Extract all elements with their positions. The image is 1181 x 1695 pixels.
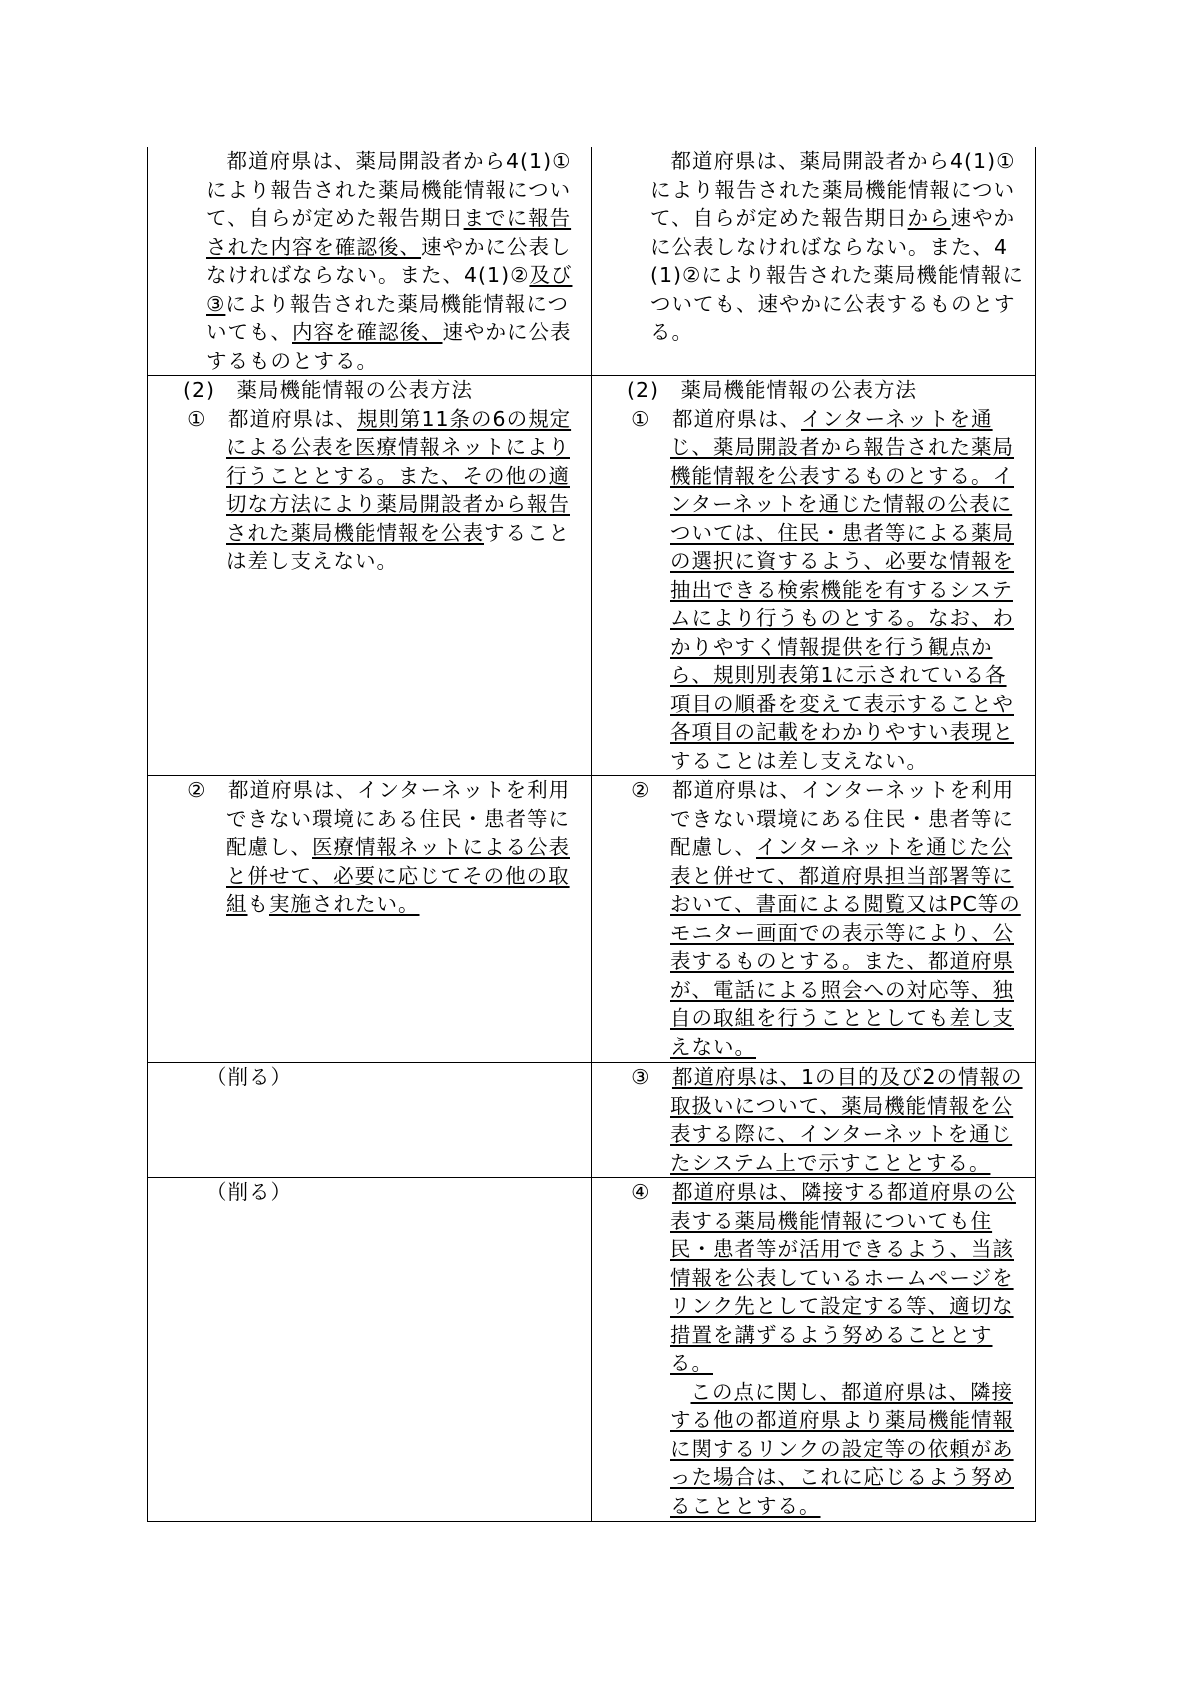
underlined-text: 規則第11条の6の規定による公表を医療情報ネットにより行うこととする。また、その他の適切な方法により薬局開設者から報告された薬局機能情報を公表 xyxy=(226,406,572,545)
underlined-text: 都道府県は、1の目的及び2の情報の取扱いについて、薬局機能情報を公表する際に、インターネットを通じたシステム上で示すこととする。 xyxy=(670,1065,1023,1175)
item-text xyxy=(650,778,1020,1059)
item-marker: ③ xyxy=(631,1065,651,1089)
item-marker: ① xyxy=(187,406,207,431)
section-heading: (2) 薬局機能情報の公表方法 xyxy=(183,378,474,402)
text-run: 都道府県は、インターネットを利用できない環境にある住民・患者等に配慮し、 xyxy=(650,778,1015,859)
right-cell xyxy=(592,1063,1036,1178)
list-item-continuation xyxy=(592,1378,1035,1521)
right-cell xyxy=(592,1178,1036,1522)
list-item xyxy=(148,405,591,576)
deleted-label: （削る） xyxy=(206,1180,292,1204)
item-marker: ④ xyxy=(631,1180,651,1204)
list-item xyxy=(592,1178,1035,1378)
deleted-label: （削る） xyxy=(206,1065,292,1089)
item-text xyxy=(206,407,571,574)
item-text xyxy=(650,1065,1022,1175)
text-run xyxy=(650,1065,672,1089)
left-cell xyxy=(148,147,592,376)
underlined-text: 医療情報ネットによる公表と併せて、必要に応じてその他の取組 xyxy=(226,835,570,916)
text-run: 速やかに公表しなければならない。また、4(1)②により報告された薬局機能情報についても、速やかに公表するものとする。 xyxy=(650,206,1024,344)
underlined-text: 実施されたい。 xyxy=(269,892,420,916)
text-run: も xyxy=(247,892,269,916)
left-paragraph xyxy=(148,147,591,375)
text-run: により報告された薬局機能情報についても、 xyxy=(206,291,569,344)
text-run: 都道府県は、 xyxy=(206,406,357,431)
underlined-text: までに報告された内容を確認後、 xyxy=(206,206,572,259)
underlined-text: 内容を確認後、 xyxy=(292,320,443,344)
table-row xyxy=(148,376,1036,776)
text-run: することは差し支えない。 xyxy=(670,748,928,773)
item-text xyxy=(206,778,570,916)
item-marker: ① xyxy=(631,406,651,431)
text-run: 都道府県は、インターネットを利用できない環境にある住民・患者等に配慮し、 xyxy=(206,778,571,859)
left-cell xyxy=(148,376,592,776)
table-row xyxy=(148,776,1036,1063)
left-cell xyxy=(148,1063,592,1178)
right-cell xyxy=(592,376,1036,776)
list-item xyxy=(148,776,591,919)
list-item xyxy=(592,1063,1035,1177)
list-item xyxy=(592,405,1035,776)
item-marker: ② xyxy=(187,778,207,802)
underlined-text: インターネットを通じ、薬局開設者から報告された薬局機能情報を公表するものとする。インターネットを通じた情報の公表については、住民・患者等による薬局の選択に資するよう、必要な情報を抽出できる検索機能を有するシステムにより行うものとする。なお、わかりやすく情報提供を行う観点から、規則別表第1に示されている各項目の順番を変えて表示することや各項目の記載をわかりやすい表現と xyxy=(670,406,1014,744)
comparison-table xyxy=(147,147,1036,1522)
item-text xyxy=(650,1180,1016,1375)
text-run: 速やかに公表するものとする。 xyxy=(206,320,572,373)
text-run: 都道府県は、薬局開設者から4(1)①により報告された薬局機能情報について、自らが定めた報告期日 xyxy=(206,149,572,230)
underlined-text: 都道府県は、隣接する都道府県の公表する薬局機能情報についても住民・患者等が活用できるよう、当該情報を公表しているホームページをリンク先として設定する等、適切な措置を講ずるよう努めることとする。 xyxy=(670,1180,1016,1375)
item-text xyxy=(650,407,1014,773)
text-run xyxy=(650,1180,672,1204)
left-cell xyxy=(148,1178,592,1522)
underlined-text: 及び③ xyxy=(206,263,573,316)
list-item xyxy=(592,776,1035,1061)
text-run: 都道府県は、薬局開設者から4(1)①により報告された薬局機能情報について、自らが定めた報告期日 xyxy=(650,149,1016,230)
table-row xyxy=(148,147,1036,376)
text-run: 都道府県は、 xyxy=(650,406,801,431)
text-run: することは差し支えない。 xyxy=(226,520,570,573)
text-run: 速やかに公表しなければならない。また、4(1)② xyxy=(206,234,572,287)
right-cell xyxy=(592,776,1036,1063)
table-row xyxy=(148,1063,1036,1178)
table-row xyxy=(148,1178,1036,1522)
underlined-text: この点に関し、都道府県は、隣接する他の都道府県より薬局機能情報に関するリンクの設定等の依頼があった場合は、これに応じるよう努めることとする。 xyxy=(670,1379,1014,1518)
left-cell xyxy=(148,776,592,1063)
right-paragraph xyxy=(592,147,1035,347)
underlined-text: インターネットを通じた公表と併せて、都道府県担当部署等において、書面による閲覧又はPC等のモニター画面での表示等により、公表するものとする。また、都道府県が、電話による照会への対応等、独自の取組を行うこととしても差し支えない。 xyxy=(670,835,1021,1059)
right-cell xyxy=(592,147,1036,376)
underlined-text: から xyxy=(907,206,951,230)
section-heading: (2) 薬局機能情報の公表方法 xyxy=(627,378,918,402)
item-marker: ② xyxy=(631,778,651,802)
